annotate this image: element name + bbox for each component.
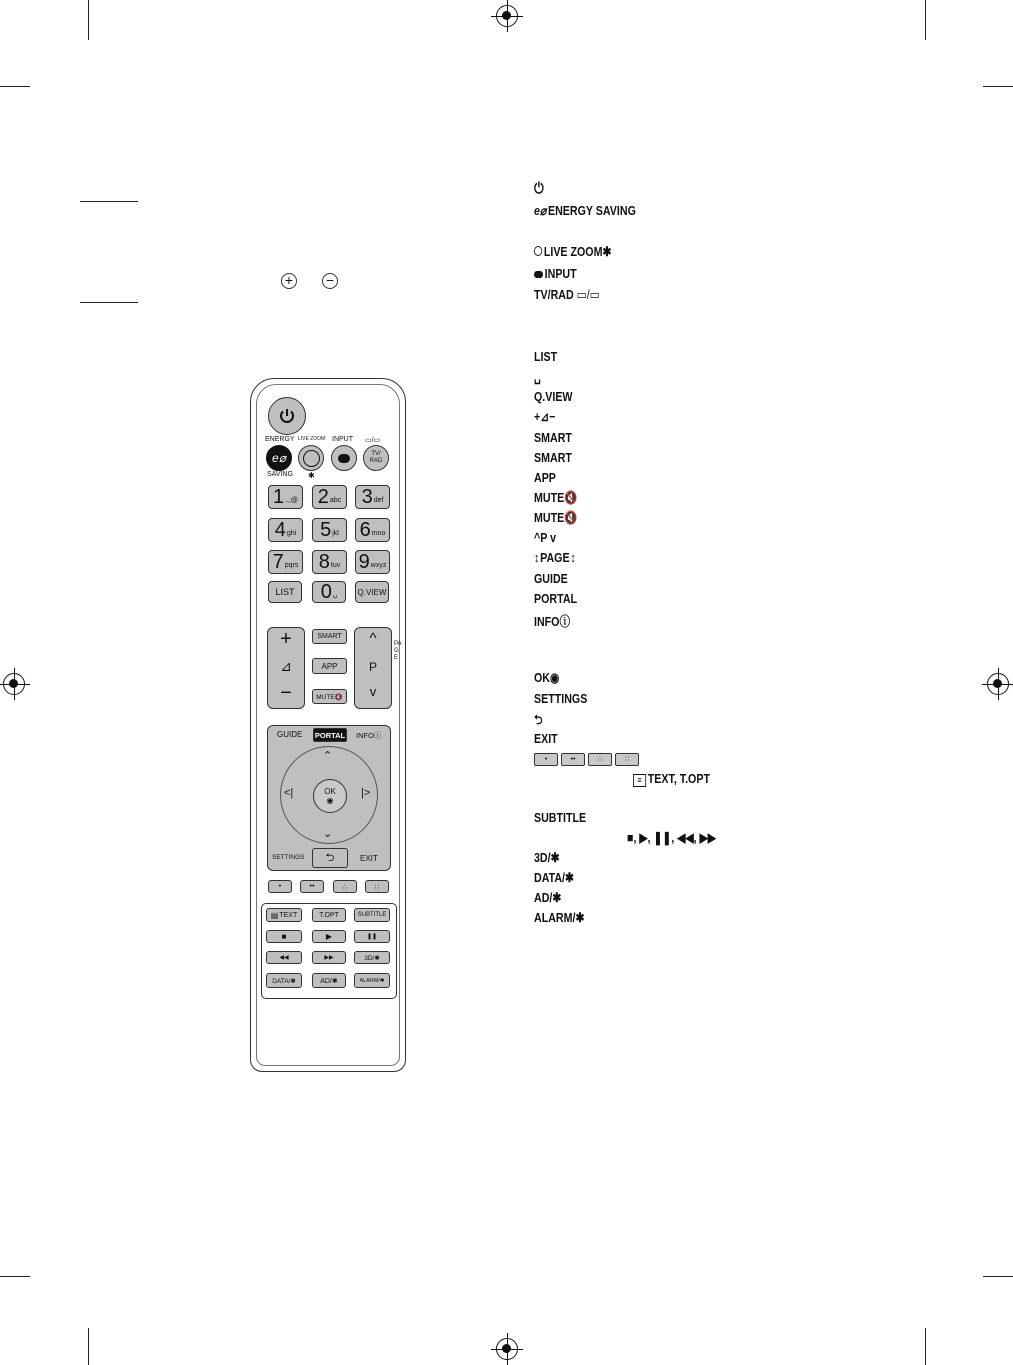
number-digit: 6: [359, 518, 371, 541]
program-rocker[interactable]: [354, 627, 392, 709]
tvrad-top-label: ▭/▭: [365, 437, 381, 444]
legend-text-topt: [633, 771, 710, 787]
navigation-panel: [267, 725, 391, 871]
subtitle-button[interactable]: SUBTITLE: [354, 908, 390, 922]
legend-live-zoom-label: LIVE ZOOM✱: [543, 244, 612, 259]
number-letters: .,;@: [285, 497, 299, 504]
color-button-1[interactable]: •: [268, 880, 292, 893]
legend-ok: OK◉: [534, 670, 560, 685]
down-arrow-icon[interactable]: ⌄: [323, 828, 333, 840]
topt-button[interactable]: T.OPT: [312, 908, 346, 922]
left-arrow-icon[interactable]: <|: [284, 787, 294, 799]
number-letters: abc: [329, 497, 342, 504]
trim-mark: [88, 0, 89, 40]
input-button[interactable]: [331, 445, 357, 471]
minus-circle-icon: −: [322, 273, 338, 289]
legend-color-buttons: [534, 751, 642, 769]
remote-control: [250, 378, 406, 1072]
number-digit: 8: [318, 550, 330, 573]
number-letters: pqrs: [284, 562, 299, 569]
section-rule: [80, 302, 138, 303]
legend-page-label: PAGE: [540, 550, 570, 565]
right-arrow-icon[interactable]: |>: [361, 787, 371, 799]
legend-color-button-2: ••: [561, 753, 585, 766]
app-button[interactable]: APP: [312, 658, 347, 674]
text-label: TEXT: [279, 911, 298, 919]
legend-energy-saving-label: ENERGY SAVING: [547, 203, 636, 218]
ok-dot-icon: ◉: [326, 796, 334, 805]
3d-button[interactable]: 3D/✱: [354, 951, 390, 964]
qview-button[interactable]: Q.VIEW: [355, 581, 389, 603]
legend-color-button-1: •: [534, 753, 558, 766]
legend-power-icon: ⏻: [534, 180, 544, 197]
play-button[interactable]: ▶: [312, 930, 346, 943]
section-rule: [80, 201, 138, 202]
trim-mark: [925, 0, 926, 40]
number-button-9[interactable]: [355, 550, 390, 574]
legend-input: [534, 266, 577, 281]
legend-tv-rad-label: TV/RAD: [534, 287, 574, 302]
page-down-icon: ↕: [570, 550, 576, 565]
trim-mark: [983, 1276, 1013, 1277]
registration-mark-icon: [3, 673, 25, 695]
trim-mark: [0, 86, 30, 87]
mute-button[interactable]: MUTE🔇: [312, 689, 347, 704]
number-digit: 4: [274, 518, 286, 541]
live-zoom-icon: [303, 450, 320, 467]
energy-saving-button[interactable]: [266, 445, 292, 471]
number-digit: 7: [272, 550, 284, 573]
legend-space-icon: ␣: [534, 369, 541, 384]
legend-program: ^P v: [534, 530, 557, 545]
legend-3d: 3D/✱: [534, 850, 560, 865]
volume-up-icon: +: [280, 628, 292, 650]
text-icon: ≡: [633, 774, 646, 787]
trim-mark: [88, 1328, 89, 1365]
info-button[interactable]: INFOⓘ: [356, 731, 382, 740]
number-digit: 5: [320, 518, 332, 541]
number-button-5[interactable]: [312, 518, 347, 542]
live-zoom-icon: [534, 246, 542, 256]
legend-color-button-4: ∷: [615, 753, 639, 766]
input-label: INPUT: [332, 436, 353, 443]
up-arrow-icon[interactable]: ⌃: [323, 750, 333, 762]
data-button[interactable]: DATA/✱: [266, 973, 302, 988]
power-button[interactable]: [268, 397, 306, 435]
registration-mark-icon: [496, 1338, 518, 1360]
energy-saving-icon: e⌀: [534, 203, 547, 218]
legend-color-button-3: ∴: [588, 753, 612, 766]
smart-button[interactable]: SMART: [312, 629, 347, 644]
legend-back-icon: ⮌: [534, 712, 543, 727]
number-button-6[interactable]: [355, 518, 390, 542]
program-up-icon: ^: [369, 630, 377, 647]
legend-playback-icons: ■, ▶, ❚❚, ◀◀, ▶▶: [627, 830, 716, 845]
tv-rad-button[interactable]: TV/ RAD: [363, 445, 389, 471]
settings-button[interactable]: SETTINGS: [272, 854, 305, 861]
legend-tv-rad: [534, 287, 600, 303]
portal-button[interactable]: PORTAL: [313, 728, 347, 742]
number-button-8[interactable]: [312, 550, 347, 574]
legend-text-topt-label: TEXT, T.OPT: [647, 771, 710, 786]
input-icon: [338, 454, 350, 463]
legend-settings: SETTINGS: [534, 691, 588, 706]
legend-qview: Q.VIEW: [534, 389, 573, 404]
number-digit: 3: [361, 485, 373, 508]
legend-subtitle: SUBTITLE: [534, 810, 587, 825]
number-letters: tuv: [330, 562, 341, 569]
legend-app: APP: [534, 470, 556, 485]
power-icon: [278, 407, 296, 425]
space-icon: ␣: [332, 591, 338, 598]
livezoom-star-label: ✱: [308, 471, 315, 480]
saving-label: SAVING: [267, 471, 293, 478]
plus-circle-icon: +: [281, 273, 297, 289]
page-up-icon: ↕: [534, 550, 540, 565]
trim-mark: [0, 1276, 30, 1277]
live-zoom-button[interactable]: [298, 445, 324, 471]
number-digit: 1: [272, 485, 285, 508]
fast-forward-button[interactable]: ▶▶: [312, 951, 346, 964]
ok-button[interactable]: [313, 779, 347, 813]
legend-list: LIST: [534, 349, 558, 364]
legend-guide: GUIDE: [534, 571, 568, 586]
volume-down-icon: −: [280, 682, 292, 704]
legend-smart-2: SMART: [534, 450, 572, 465]
livezoom-label: LIVE ZOOM: [298, 436, 326, 442]
number-button-7[interactable]: [268, 550, 303, 574]
alarm-button[interactable]: ALARM/✱: [354, 973, 390, 988]
program-label: P: [368, 660, 377, 674]
legend-info: INFOⓘ: [534, 614, 571, 629]
energy-label: ENERGY: [265, 436, 295, 443]
directional-ring[interactable]: [280, 746, 378, 844]
energy-saving-icon: e⌀: [272, 451, 286, 465]
ad-button[interactable]: AD/✱: [312, 973, 346, 988]
volume-rocker[interactable]: [267, 627, 305, 709]
number-letters: mno: [371, 530, 386, 537]
tv-radio-icon: ▭/▭: [576, 287, 600, 302]
stop-button[interactable]: ■: [266, 930, 302, 943]
legend-mute-1: MUTE🔇: [534, 490, 578, 505]
trim-mark: [983, 86, 1013, 87]
legend-live-zoom: [534, 244, 611, 260]
page-label: PAGE: [394, 641, 402, 661]
number-button-3[interactable]: [355, 485, 390, 509]
ok-label: OK: [324, 787, 336, 796]
list-button[interactable]: LIST: [268, 581, 302, 603]
trim-mark: [925, 1328, 926, 1365]
color-button-2[interactable]: ••: [300, 880, 324, 893]
zero-button[interactable]: [312, 581, 346, 603]
color-button-4[interactable]: ∷: [365, 880, 389, 893]
number-button-2[interactable]: [312, 485, 347, 509]
number-letters: jkl: [332, 530, 339, 537]
guide-button[interactable]: GUIDE: [277, 730, 303, 739]
number-letters: ghi: [286, 530, 297, 537]
volume-icon: ⊿: [280, 658, 292, 674]
legend-mute-2: MUTE🔇: [534, 510, 578, 525]
registration-mark-icon: [987, 673, 1009, 695]
number-digit: 9: [358, 550, 370, 573]
number-button-1[interactable]: [268, 485, 303, 509]
program-down-icon: v: [369, 684, 377, 699]
input-icon: [534, 271, 543, 278]
number-letters: wxyz: [370, 562, 387, 569]
legend-smart-1: SMART: [534, 430, 572, 445]
legend-energy-saving: [534, 203, 636, 219]
legend-portal: PORTAL: [534, 591, 578, 606]
text-icon: ▤: [270, 910, 279, 920]
legend-ad: AD/✱: [534, 890, 562, 905]
legend-volume: +⊿−: [534, 409, 556, 424]
legend-page: [534, 550, 576, 565]
pause-button[interactable]: ❚❚: [354, 930, 390, 943]
legend-alarm: ALARM/✱: [534, 910, 585, 925]
rewind-button[interactable]: ◀◀: [266, 951, 302, 964]
teletext-panel: [261, 903, 397, 999]
color-button-3[interactable]: ∴: [333, 880, 357, 893]
number-digit: 2: [317, 485, 329, 508]
back-button[interactable]: ⮌: [312, 848, 348, 868]
legend-exit: EXIT: [534, 731, 558, 746]
legend-input-label: INPUT: [544, 266, 577, 281]
number-button-4[interactable]: [268, 518, 303, 542]
text-button[interactable]: [266, 908, 302, 922]
registration-mark-icon: [496, 5, 518, 27]
zero-digit: 0: [320, 580, 332, 603]
legend-data: DATA/✱: [534, 870, 574, 885]
number-letters: def: [373, 497, 384, 504]
exit-button[interactable]: EXIT: [360, 854, 378, 863]
